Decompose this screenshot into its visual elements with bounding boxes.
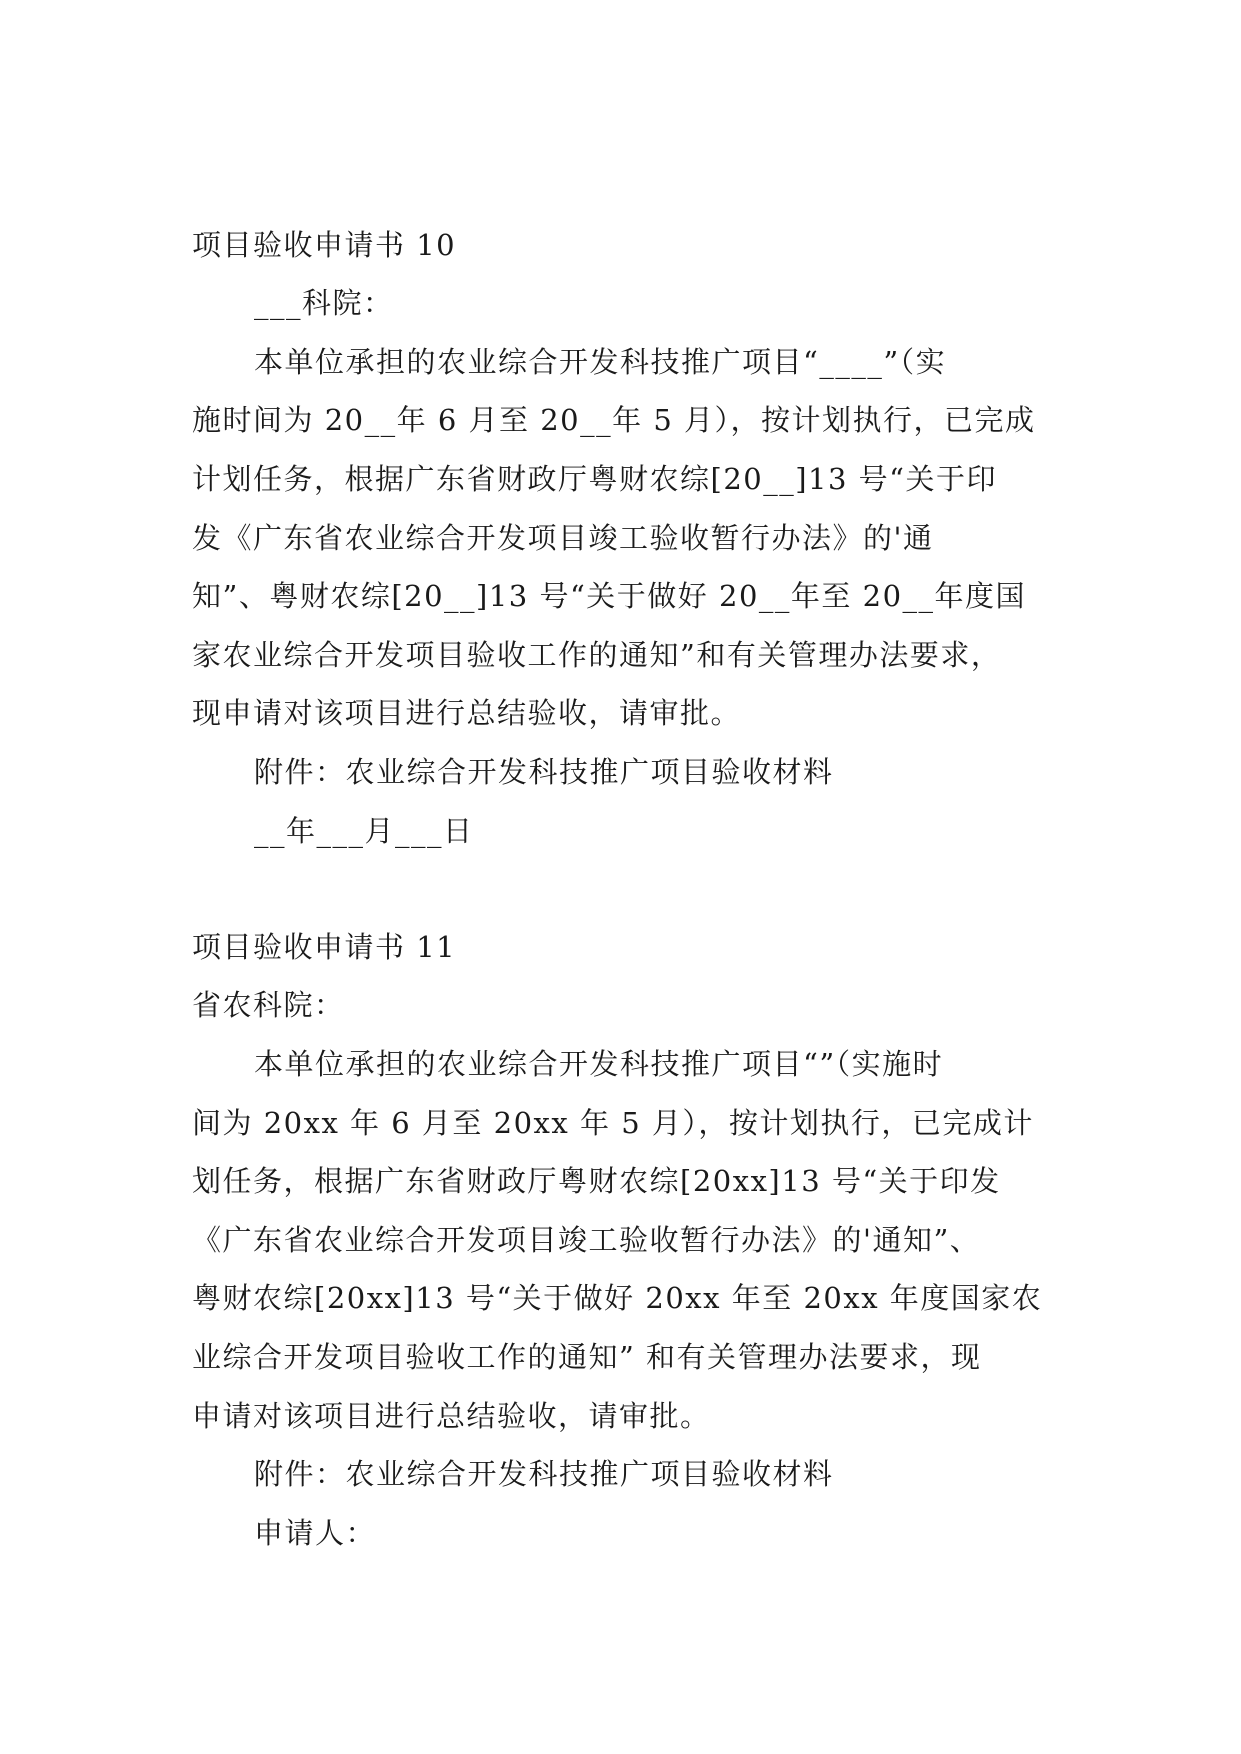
section2-body-line-2: 间为 20xx 年 6 月至 20xx 年 5 月），按计划执行，已完成计 bbox=[192, 1106, 1034, 1140]
section1-attachment: 附件：农业综合开发科技推广项目验收材料 bbox=[254, 755, 834, 789]
section2-body-line-1: 本单位承担的农业综合开发科技推广项目“”（实施时 bbox=[254, 1047, 944, 1081]
section2-body-line-7: 申请对该项目进行总结验收，请审批。 bbox=[192, 1399, 711, 1433]
section1-body-line-2: 施时间为 20__年 6 月至 20__年 5 月），按计划执行，已完成 bbox=[192, 403, 1036, 437]
section1-body-line-4: 发《广东省农业综合开发项目竣工验收暂行办法》的'通 bbox=[192, 521, 934, 555]
section2-attachment: 附件：农业综合开发科技推广项目验收材料 bbox=[254, 1457, 834, 1491]
section2-body-line-6: 业综合开发项目验收工作的通知” 和有关管理办法要求，现 bbox=[192, 1340, 982, 1374]
section2-body-line-4: 《广东省农业综合开发项目竣工验收暂行办法》的'通知”、 bbox=[192, 1223, 981, 1257]
section2-recipient: 省农科院： bbox=[192, 988, 345, 1022]
section2-title: 项目验收申请书 11 bbox=[192, 930, 457, 964]
section2-applicant: 申请人： bbox=[254, 1516, 377, 1550]
section2-body-line-3: 划任务，根据广东省财政厅粤财农综[20xx]13 号“关于印发 bbox=[192, 1164, 1001, 1198]
section1-date: __年___月___日 bbox=[254, 814, 474, 848]
section1-body-line-3: 计划任务，根据广东省财政厅粤财农综[20__]13 号“关于印 bbox=[192, 462, 997, 496]
section1-body-line-6: 家农业综合开发项目验收工作的通知”和有关管理办法要求， bbox=[192, 638, 1002, 672]
section1-body-line-1: 本单位承担的农业综合开发科技推广项目“____”（实 bbox=[254, 345, 947, 379]
section1-title: 项目验收申请书 10 bbox=[192, 228, 457, 262]
section1-body-line-7: 现申请对该项目进行总结验收，请审批。 bbox=[192, 696, 742, 730]
section1-recipient: ___科院： bbox=[254, 286, 394, 320]
section1-body-line-5: 知”、粤财农综[20__]13 号“关于做好 20__年至 20__年度国 bbox=[192, 579, 1027, 613]
section2-body-line-5: 粤财农综[20xx]13 号“关于做好 20xx 年至 20xx 年度国家农 bbox=[192, 1281, 1043, 1315]
